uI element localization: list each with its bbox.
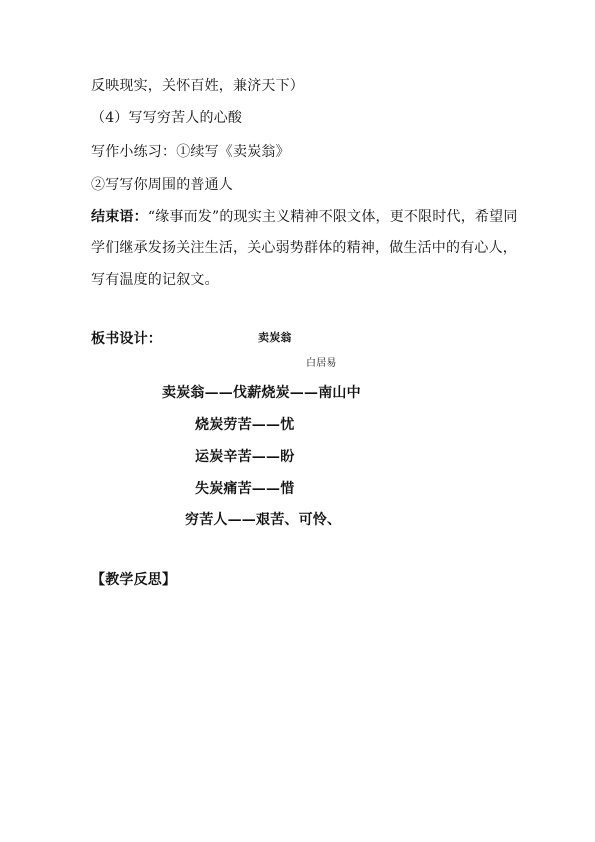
conclusion-line-3: 写有温度的记叙文。: [91, 272, 219, 288]
board-author: 白居易: [306, 358, 337, 369]
board-title: 卖炭翁: [258, 331, 292, 344]
teaching-reflection-heading: 【教学反思】: [91, 572, 177, 588]
conclusion-text-1: “缘事而发”的现实主义精神不限文体，更不限时代，希望同: [147, 209, 518, 225]
conclusion-label: 结束语：: [91, 209, 148, 225]
paragraph-line-1: 反映现实，关怀百姓，兼济天下）: [91, 78, 304, 94]
board-item-1: 烧炭劳苦——忧: [195, 417, 295, 433]
board-item-2: 运炭辛苦——盼: [195, 449, 295, 465]
board-item-4: 穷苦人——艰苦、可怜、: [185, 512, 342, 528]
board-item-3: 失炭痛苦——惜: [195, 481, 295, 497]
board-main-line: 卖炭翁——伐薪烧炭——南山中: [162, 385, 361, 401]
paragraph-line-4: ②写写你周围的普通人: [91, 177, 233, 193]
paragraph-line-2: （4）写写穷苦人的心酸: [91, 110, 243, 126]
conclusion-line-2: 学们继承发扬关注生活，关心弱势群体的精神，做生活中的有心人，: [91, 240, 517, 256]
conclusion-line-1: [91, 207, 518, 227]
board-design-label: 板书设计：: [91, 331, 162, 347]
paragraph-line-3: 写作小练习：①续写《卖炭翁》: [91, 144, 290, 160]
